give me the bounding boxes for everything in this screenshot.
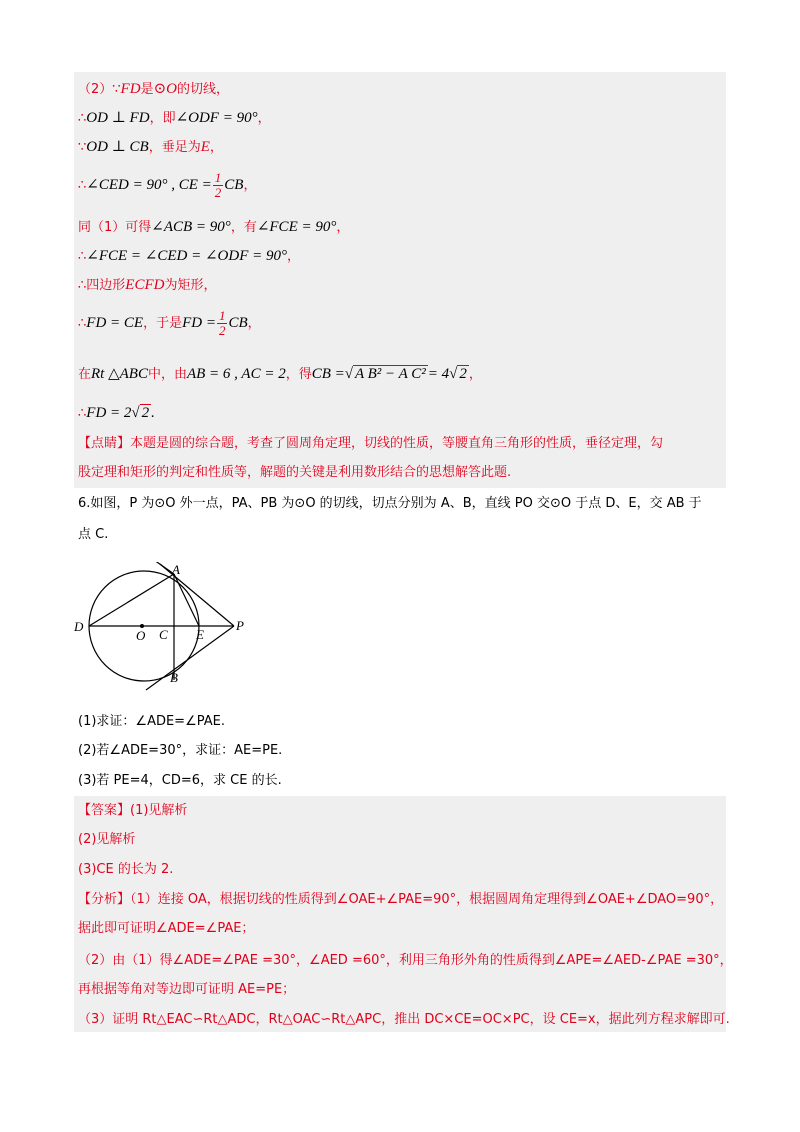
segment-ae xyxy=(174,574,199,626)
subq-2: (2)若∠ADE=30°，求证：AE=PE. xyxy=(78,743,283,758)
sol-line-5: 同（1）可得∠ACB = 90°，有∠FCE = 90°， xyxy=(78,219,350,235)
sol-line-2: ∴OD ⊥ FD，即∠ODF = 90°， xyxy=(78,110,271,126)
sol-line-4: ∴∠CED = 90° , CE = $\frac{1}{2}$ CB， xyxy=(78,169,257,200)
analysis-line-3: （2）由（1）得∠ADE=∠PAE =30°，∠AED =60°，利用三角形外角的性质得到∠APE=∠AED-∠PAE =30°， xyxy=(78,953,733,968)
analysis-line-5: （3）证明 Rt△EAC∽Rt△ADC，Rt△OAC∽Rt△APC，推出 DC×CE=OC×PC，设 CE=x，据此列方程求解即可. xyxy=(78,1012,730,1027)
label-b: B xyxy=(170,670,178,685)
analysis-line-2: 据此即可证明∠ADE=∠PAE； xyxy=(78,921,255,936)
analysis-line-1: 【分析】（1）连接 OA，根据切线的性质得到∠OAE+∠PAE=90°，根据圆周角定理得到∠OAE+∠DAO=90°， xyxy=(78,892,724,907)
answer-line-2: (2)见解析 xyxy=(78,832,136,847)
sol-line-6: ∴∠FCE = ∠CED = ∠ODF = 90°， xyxy=(78,248,301,264)
sol-line-10: ∴FD = 2√ 2 . xyxy=(78,405,155,421)
label-o: O xyxy=(136,628,146,643)
problem-6-line-2: 点 C. xyxy=(78,527,109,542)
answer-line-3: (3)CE 的长为 2. xyxy=(78,862,174,877)
insight-line-2: 股定理和矩形的判定和性质等，解题的关键是利用数形结合的思想解答此题. xyxy=(78,465,512,480)
label-e: E xyxy=(196,627,204,642)
sol-line-9: 在Rt △ABC中，由AB = 6 , AC = 2，得CB =√ A B² − A C² = 4√ 2 ， xyxy=(78,366,482,382)
sol-line-1: （2）∵FD是⊙O的切线， xyxy=(78,81,229,97)
label-p: P xyxy=(236,618,244,633)
problem-6-line-1: 6.如图，P 为⊙O 外一点，PA、PB 为⊙O 的切线，切点分别为 A、B，直线 PO 交⊙O 于点 D、E，交 AB 于 xyxy=(78,496,702,511)
geometry-figure xyxy=(74,562,254,692)
analysis-line-4: 再根据等角对等边即可证明 AE=PE； xyxy=(78,982,296,997)
label-d: D xyxy=(74,619,84,634)
label-c: C xyxy=(159,627,168,642)
answer-line-1: 【答案】(1)见解析 xyxy=(78,803,188,818)
sol-line-3: ∵OD ⊥ CB，垂足为E， xyxy=(78,139,223,155)
insight-line-1: 【点睛】本题是圆的综合题，考查了圆周角定理，切线的性质，等腰直角三角形的性质，垂径定理，勾 xyxy=(78,436,664,451)
label-a: A xyxy=(172,562,180,577)
fraction-half: $\frac{1}{2}$ xyxy=(214,169,222,200)
segment-ad xyxy=(89,574,174,626)
sol-line-8: ∴FD = CE，于是FD = $\frac{1}{2}$ CB， xyxy=(78,307,261,338)
sol-line-7: ∴四边形ECFD为矩形， xyxy=(78,277,217,293)
fraction-half-2: $\frac{1}{2}$ xyxy=(218,307,226,338)
subq-3: (3)若 PE=4，CD=6，求 CE 的长. xyxy=(78,773,282,788)
subq-1: (1)求证：∠ADE=∠PAE. xyxy=(78,714,225,729)
